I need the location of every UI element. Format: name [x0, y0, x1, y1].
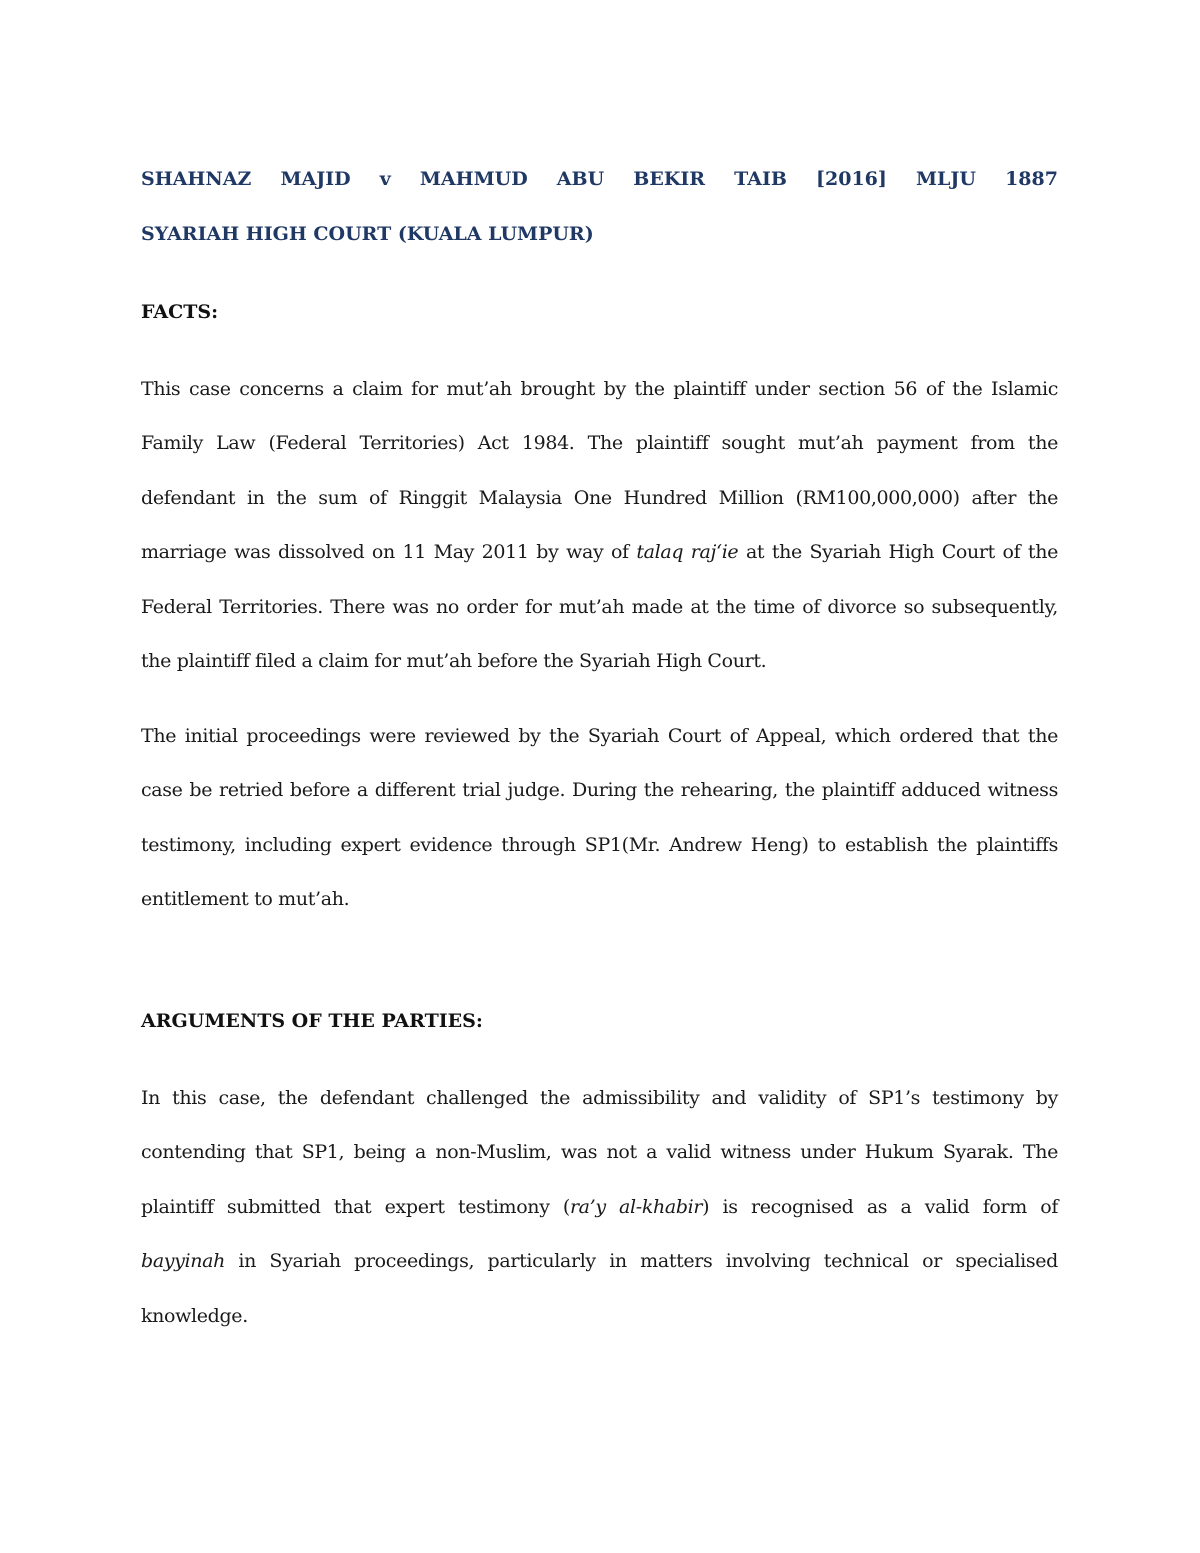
title-word: MAJID: [280, 168, 351, 190]
text-run: in Syariah proceedings, particularly in matters involving technical or specialised: [225, 1250, 1058, 1273]
italic-term: talaq raj‘ie: [636, 541, 739, 564]
text-line: testimony, including expert evidence through SP1(Mr. Andrew Heng) to establish the plaintiffs: [141, 833, 1058, 856]
title-word: MLJU: [916, 168, 976, 190]
text-line: defendant in the sum of Ringgit Malaysia One Hundred Million (RM100,000,000) after the: [141, 486, 1058, 509]
text-line: case be retried before a different trial judge. During the rehearing, the plaintiff adduced witness: [141, 779, 1058, 802]
title-word: TAIB: [734, 168, 787, 190]
facts-paragraph-1: [141, 362, 1058, 688]
text-line: entitlement to mut’ah.: [141, 888, 350, 911]
text-line: In this case, the defendant challenged the admissibility and validity of SP1’s testimony by: [141, 1087, 1058, 1109]
text-line: Federal Territories. There was no order for mut’ah made at the time of divorce so subsequently,: [141, 595, 1058, 618]
title-word: ABU: [556, 168, 605, 190]
arguments-heading: ARGUMENTS OF THE PARTIES:: [141, 1010, 483, 1032]
court-name: SYARIAH HIGH COURT (KUALA LUMPUR): [141, 223, 594, 245]
facts-heading: FACTS:: [141, 301, 219, 323]
text-line: The initial proceedings were reviewed by the Syariah Court of Appeal, which ordered that the: [141, 725, 1058, 747]
text-run: ) is recognised as a valid form of: [702, 1195, 1058, 1218]
arguments-paragraph-1: [141, 1071, 1058, 1343]
text-run: at the Syariah High Court of the: [738, 541, 1059, 564]
text-line: the plaintiff filed a claim for mut’ah before the Syariah High Court.: [141, 649, 767, 672]
text-line: [141, 525, 1058, 579]
title-word: v: [379, 168, 391, 190]
text-line: Family Law (Federal Territories) Act 1984. The plaintiff sought mut’ah payment from the: [141, 432, 1058, 455]
text-run: marriage was dissolved on 11 May 2011 by way of: [141, 541, 637, 564]
title-word: 1887: [1005, 168, 1058, 190]
title-word: SHAHNAZ: [141, 168, 252, 190]
text-line: knowledge.: [141, 1304, 248, 1327]
title-word: [2016]: [816, 168, 887, 190]
text-line: [141, 1180, 1058, 1234]
facts-paragraph-2: [141, 709, 1058, 927]
italic-term: ra’y al-khabir: [569, 1195, 703, 1218]
text-run: plaintiff submitted that expert testimony (: [141, 1195, 570, 1218]
text-line: contending that SP1, being a non-Muslim, was not a valid witness under Hukum Syarak. The: [141, 1141, 1058, 1164]
italic-term: bayyinah: [141, 1250, 226, 1273]
text-line: This case concerns a claim for mut’ah brought by the plaintiff under section 56 of the Islamic: [141, 378, 1058, 400]
case-title: [141, 167, 1058, 191]
title-word: MAHMUD: [419, 168, 528, 190]
text-line: [141, 1234, 1058, 1288]
title-word: BEKIR: [633, 168, 706, 190]
